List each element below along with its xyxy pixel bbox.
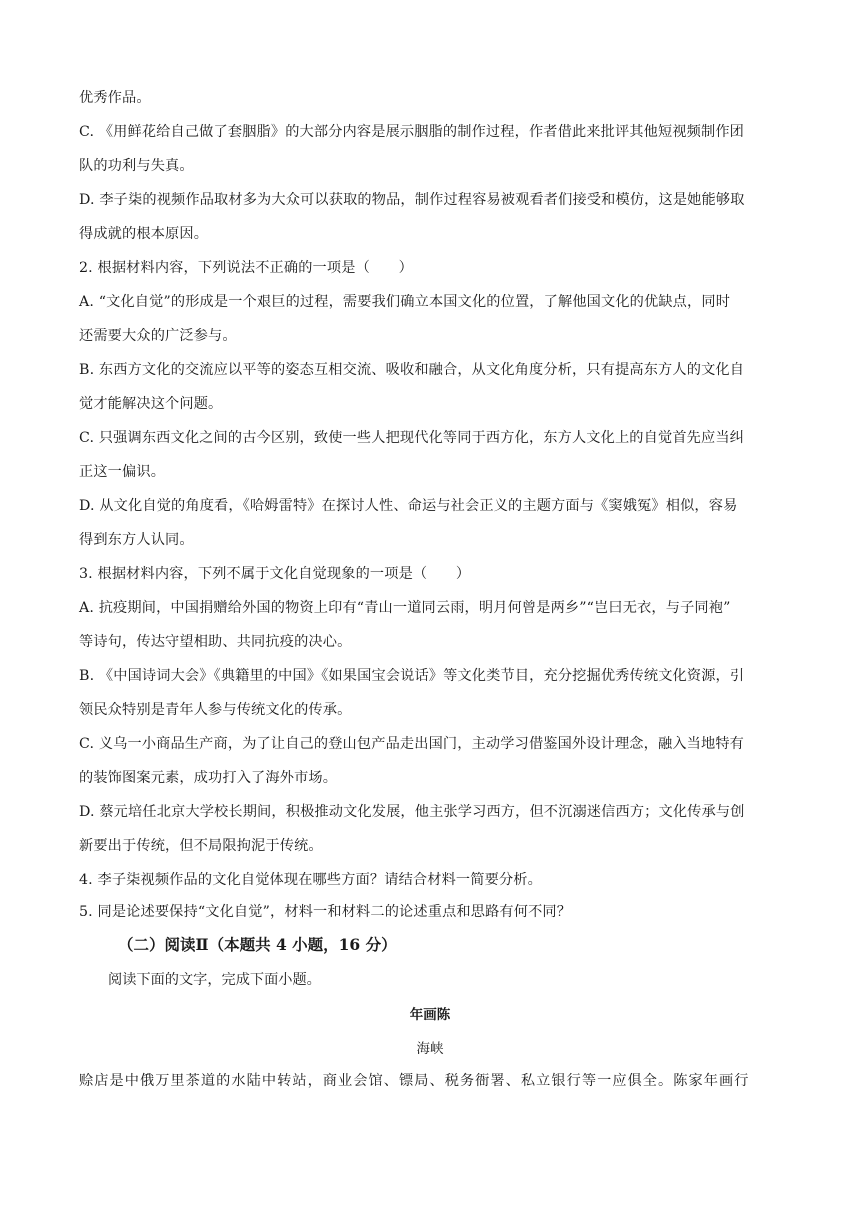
option-c-line-1: C. 只强调东西文化之间的古今区别，致使一些人把现代化等同于西方化，东方人文化上的自觉首先应当纠 [79,430,745,446]
text-line: 新要出于传统，但不局限拘泥于传统。 [79,838,323,854]
text-line: 得到东方人认同。 [79,532,194,548]
text-line: 得成就的根本原因。 [79,226,209,242]
text-line: 的装饰图案元素，成功打入了海外市场。 [79,770,338,786]
reading-instruction: 阅读下面的文字，完成下面小题。 [108,972,321,988]
story-author: 海峡 [416,1041,444,1057]
option-c-line-1: C. 义乌一小商品生产商，为了让自己的登山包产品走出国门，主动学习借鉴国外设计理念，融入当地特有 [79,736,745,752]
question-5: 5. 同是论述要保持“文化自觉”，材料一和材料二的论述重点和思路有何不同？ [79,904,572,920]
story-title: 年画陈 [409,1007,451,1023]
question-3: 3. 根据材料内容，下列不属于文化自觉现象的一项是（ ） [79,566,471,582]
section-heading: （二）阅读Ⅱ（本题共 4 小题，16 分） [118,935,397,954]
text-line: 优秀作品。 [79,90,151,106]
text-line: 觉才能解决这个问题。 [79,396,223,412]
option-b-line-1: B. 东西方文化的交流应以平等的姿态互相交流、吸收和融合，从文化角度分析，只有提高东方人的文化自 [79,362,745,378]
text-line: 队的功利与失真。 [79,158,194,174]
option-d-line-1: D. 李子柒的视频作品取材多为大众可以获取的物品，制作过程容易被观看者们接受和模仿，这是她能够取 [79,192,745,208]
option-c-line-1: C. 《用鲜花给自己做了套胭脂》的大部分内容是展示胭脂的制作过程，作者借此来批评其他短视频制作团 [79,124,745,140]
option-a-line-1: A. 抗疫期间，中国捐赠给外国的物资上印有“青山一道同云雨，明月何曾是两乡”“岂曰无衣，与子同袍” [79,600,731,616]
option-a-line-1: A. “文化自觉”的形成是一个艰巨的过程，需要我们确立本国文化的位置，了解他国文化的优缺点，同时 [79,294,731,310]
question-2: 2. 根据材料内容，下列说法不正确的一项是（ ） [79,260,413,276]
option-d-line-1: D. 蔡元培任北京大学校长期间，积极推动文化发展，他主张学习西方，但不沉溺迷信西方；文化传承与创 [79,804,745,820]
option-d-line-1: D. 从文化自觉的角度看，《哈姆雷特》在探讨人性、命运与社会正义的主题方面与《窦娥冤》相似，容易 [79,498,738,514]
text-line: 还需要大众的广泛参与。 [79,328,237,344]
option-b-line-1: B. 《中国诗词大会》《典籍里的中国》《如果国宝会说话》等文化类节目，充分挖掘优秀传统文化资源，引 [79,668,745,684]
text-line: 领民众特别是青年人参与传统文化的传承。 [79,702,352,718]
text-line: 正这一偏识。 [79,464,166,480]
story-first-line: 赊店是中俄万里茶道的水陆中转站，商业会馆、镖局、税务衙署、私立银行等一应俱全。陈家年画行 [79,1073,750,1089]
question-4: 4. 李子柒视频作品的文化自觉体现在哪些方面？请结合材料一简要分析。 [79,872,542,888]
text-line: 等诗句，传达守望相助、共同抗疫的决心。 [79,634,352,650]
